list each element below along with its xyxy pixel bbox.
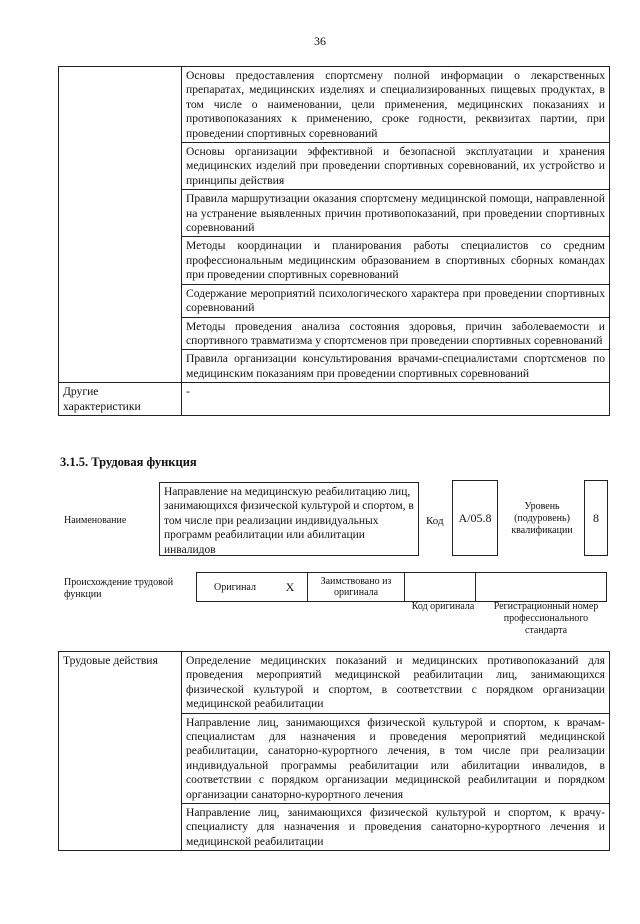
origin-original-cell: Оригинал xyxy=(197,573,274,602)
knowledge-item: Правила организации консультирования врачами-специалистами спортсменов по медицинским показаниям при проведении спортивных соревнований xyxy=(182,350,610,383)
knowledge-item: Методы координации и планирования работы специалистов со средним профессиональным медицинским образованием в спортивных сборных командах при проведении спортивных соревнований xyxy=(182,237,610,284)
origin-reg-cell xyxy=(476,573,607,602)
page-number: 36 xyxy=(314,34,326,48)
name-label: Наименование xyxy=(64,515,127,526)
table-row xyxy=(59,67,610,143)
knowledge-item: Содержание мероприятий психологического характера при проведении спортивных соревнований xyxy=(182,284,610,317)
origin-borrowed-cell: Заимствовано из оригинала xyxy=(308,573,405,602)
origin-code-cell xyxy=(405,573,476,602)
origin-table xyxy=(196,572,607,602)
other-characteristics-label: Другие характеристики xyxy=(59,383,182,416)
knowledge-item: Правила маршрутизации оказания спортсмену медицинской помощи, направленной на устранение выявленных причин противопоказаний, при проведении спортивных соревнований xyxy=(182,190,610,237)
table-row xyxy=(59,652,610,714)
code-original-caption: Код оригинала xyxy=(411,601,475,612)
actions-label: Трудовые действия xyxy=(59,652,182,851)
action-item: Направление лиц, занимающихся физической культурой и спортом, к врачу-специалисту для назначения и проведения санаторно-курортного лечения и медицинской реабилитации xyxy=(182,804,610,851)
actions-table xyxy=(58,651,610,851)
table-row xyxy=(59,383,610,416)
function-name-box: Направление на медицинскую реабилитацию лиц, занимающихся физической культурой и спортом, в том числе при реализации индивидуальных программ реабилитации или абилитации инвалидов xyxy=(159,482,419,556)
origin-label: Происхождение трудовой функции xyxy=(64,577,174,600)
origin-mark-cell: X xyxy=(273,573,308,602)
knowledge-item: Основы предоставления спортсмену полной информации о лекарственных препаратах, медицинских изделиях и специализированных пищевых продуктах, в том числе о наименовании, цели применения, медицинских показаниях и противопоказаниях к применению, сроке годности, реквизитах партии, при проведении спортивных соревнований xyxy=(182,67,610,143)
other-characteristics-value: - xyxy=(182,383,610,416)
reg-number-caption: Регистрационный номер профессионального стандарта xyxy=(493,601,599,636)
table-row xyxy=(197,573,607,602)
function-code-box: А/05.8 xyxy=(452,480,498,556)
action-item: Направление лиц, занимающихся физической культурой и спортом, к врачам-специалистам для назначения и проведения мероприятий медицинской реабилитации, санаторно-курортного лечения, в том числе при реализации индивидуальной программы реабилитации или абилитации инвалидов, в соответствии с порядком организации медицинской реабилитации и порядком организации санаторно-курортного лечения xyxy=(182,713,610,803)
knowledge-table xyxy=(58,66,610,416)
table-left-cell xyxy=(59,67,182,383)
knowledge-item: Основы организации эффективной и безопасной эксплуатации и хранения медицинских изделий при проведении спортивных соревнований, их устройство и принципы действия xyxy=(182,143,610,190)
knowledge-item: Методы проведения анализа состояния здоровья, причин заболеваемости и спортивного травматизма у спортсменов при проведении спортивных соревнований xyxy=(182,317,610,350)
level-value-box: 8 xyxy=(584,480,608,556)
level-label: Уровень (подуровень) квалификации xyxy=(511,501,573,536)
code-label: Код xyxy=(426,515,444,527)
section-title: 3.1.5. Трудовая функция xyxy=(60,455,197,469)
action-item: Определение медицинских показаний и медицинских противопоказаний для проведения мероприятий медицинской реабилитации лиц, занимающихся физической культурой и спортом, в соответствии с порядком организации медицинской реабилитации xyxy=(182,652,610,714)
